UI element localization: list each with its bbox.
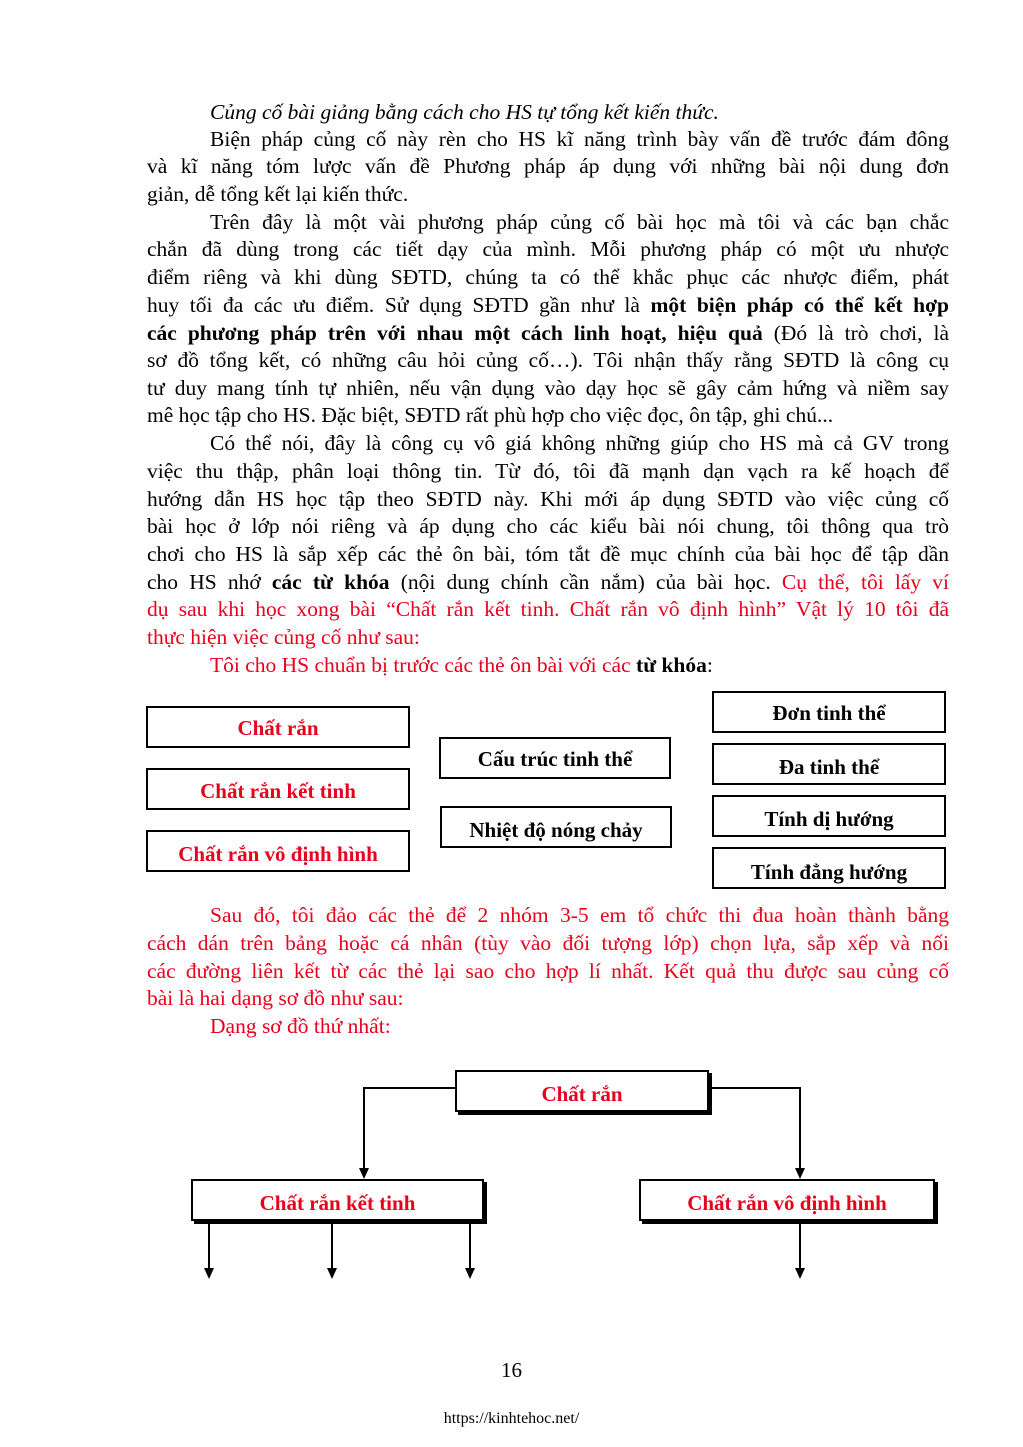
text-line: Trên đây là một vài phương pháp củng cố bài học mà tôi và các bạn chắc [210, 210, 949, 234]
text-line: bài là hai dạng sơ đồ như sau: [147, 986, 404, 1010]
card-label: Đa tinh thể [778, 755, 880, 779]
diagram-root-node[interactable] [455, 1070, 709, 1112]
arrow-head [465, 1268, 475, 1279]
card-label: Chất rắn [237, 716, 319, 740]
text-line: giản, dễ tổng kết lại kiến thức. [147, 182, 409, 206]
bold-span: các phương pháp trên với nhau một cách linh hoạt, hiệu quả [147, 321, 763, 345]
text-span: (nội dung chính cần nắm) của bài học. [389, 570, 782, 594]
text-line: sơ đồ tổng kết, có những câu hỏi củng cố…). Tôi nhận thấy rằng SĐTD là công cụ [147, 348, 949, 372]
card-label: Chất rắn vô định hình [178, 842, 378, 866]
node-label: Chất rắn [541, 1082, 623, 1106]
card-label: Cấu trúc tinh thể [477, 747, 633, 771]
text-line: chơi cho HS là sắp xếp các thẻ ôn bài, tóm tắt đề mục chính của bài học để tập dần [147, 542, 949, 566]
connector-left [364, 1088, 455, 1170]
arrow-head [204, 1268, 214, 1279]
footer-url[interactable]: https://kinhtehoc.net/ [443, 1410, 580, 1427]
text-line: và kĩ năng tóm lược vấn đề Phương pháp áp dụng với những bài nội dung đơn [147, 154, 949, 178]
arrow-head [327, 1268, 337, 1279]
diagram-left-node[interactable] [191, 1179, 484, 1221]
page-number: 16 [501, 1358, 522, 1382]
bold-span: một biện pháp có thể kết hợp [650, 293, 949, 317]
node-label: Chất rắn kết tinh [259, 1191, 416, 1215]
text-line: điểm riêng và khi dùng SĐTD, chúng ta có thể khắc phục các nhược điểm, phát [147, 265, 949, 289]
text-span: (Đó là trò chơi, là [762, 321, 949, 345]
bold-span: các từ khóa [271, 570, 390, 594]
text-line: Sau đó, tôi đảo các thẻ để 2 nhóm 3-5 em tổ chức thi đua hoàn thành bằng [210, 903, 949, 927]
connector-right [709, 1088, 800, 1170]
text-line: chắn đã dùng trong các tiết dạy của mình. Mỗi phương pháp có một ưu nhược [147, 237, 949, 261]
text-line: mê học tập cho HS. Đặc biệt, SĐTD rất phù hợp cho việc đọc, ôn tập, ghi chú... [147, 403, 834, 427]
card-label: Đơn tinh thể [772, 701, 886, 725]
card-label: Nhiệt độ nóng chảy [469, 818, 643, 842]
text-span: : [706, 653, 713, 677]
arrow-head [795, 1268, 805, 1279]
text-line: hướng dẫn HS học tập theo SĐTD này. Khi mới áp dụng SĐTD vào việc củng cố [147, 487, 949, 511]
text-line: Có thể nói, đây là công cụ vô giá không những giúp cho HS mà cả GV trong [210, 431, 949, 455]
card-label: Tính đẳng hướng [750, 860, 908, 884]
text-line: tư duy mang tính tự nhiên, nếu vận dụng vào dạy học sẽ gây cảm hứng và niềm say [147, 376, 949, 400]
text-line: việc thu thập, phân loại thông tin. Từ đó, tôi đã mạnh dạn vạch ra kế hoạch để [147, 459, 949, 483]
text-line: dụ sau khi học xong bài “Chất rắn kết tinh. Chất rắn vô định hình” Vật lý 10 tôi đã [147, 597, 949, 621]
card-label: Tính dị hướng [764, 807, 894, 831]
text-line: Dạng sơ đồ thứ nhất: [210, 1014, 391, 1038]
red-text-span: Cụ thể, tôi lấy ví [781, 570, 949, 594]
text-line: Biện pháp củng cố này rèn cho HS kĩ năng trình bày vấn đề trước đám đông [210, 127, 949, 151]
arrow-head [795, 1168, 805, 1179]
text-line: cách dán trên bảng hoặc cá nhân (tùy vào đối tượng lớp) chọn lựa, sắp xếp và nối [147, 931, 949, 955]
bold-span: từ khóa [636, 653, 707, 677]
text-line: bài học ở lớp nói riêng và áp dụng cho các kiểu bài nói chung, tôi thông qua trò [147, 514, 949, 538]
diagram-right-node[interactable] [639, 1179, 935, 1221]
text-line: thực hiện việc củng cố như sau: [147, 625, 420, 649]
arrow-head [359, 1168, 369, 1179]
text-span: Tôi cho HS chuẩn bị trước các thẻ ôn bài với các [210, 653, 637, 677]
text-span: cho HS nhớ [147, 570, 272, 594]
node-label: Chất rắn vô định hình [687, 1191, 887, 1215]
text-span: huy tối đa các ưu điểm. Sử dụng SĐTD gần như là [147, 293, 651, 317]
paragraph-heading: Củng cố bài giảng bằng cách cho HS tự tổng kết kiến thức. [210, 100, 719, 124]
card-label: Chất rắn kết tinh [200, 779, 356, 803]
text-line: các đường liên kết từ các thẻ lại sao cho hợp lí nhất. Kết quả thu được sau củng cố [147, 959, 949, 983]
